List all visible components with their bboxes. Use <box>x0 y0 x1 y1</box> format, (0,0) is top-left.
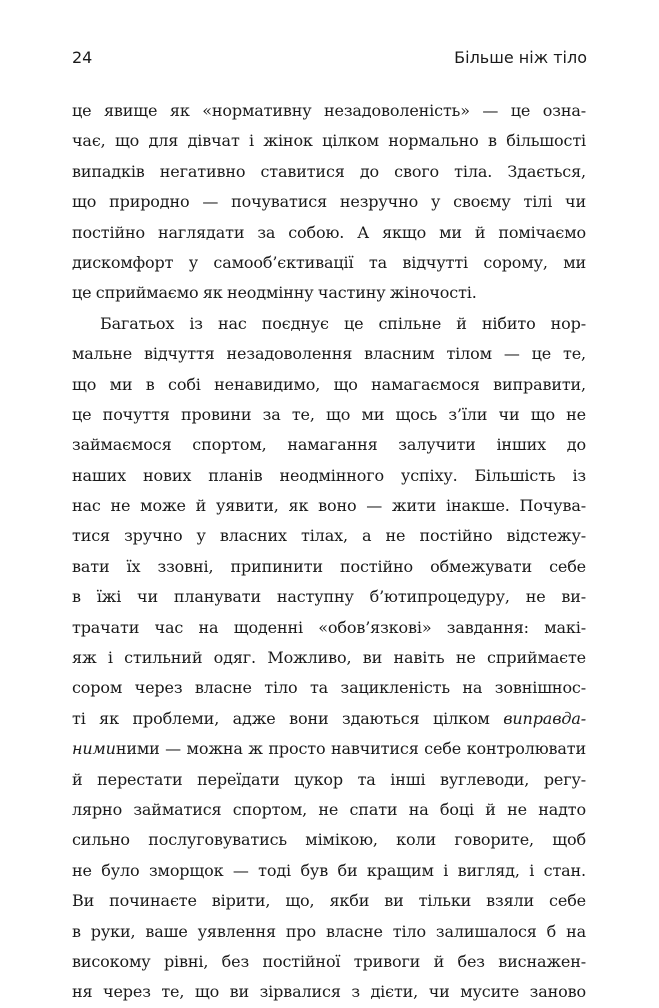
text-line-with-italic <box>72 734 586 764</box>
text-line: що природно — почуватися незручно у своєму тілі чи <box>72 192 586 212</box>
text-line: випадків негативно ставитися до свого тіла. Здається, <box>72 161 586 181</box>
text-line: нас не може й уявити, як воно — жити інакше. Почува- <box>72 496 586 516</box>
text-line: не було зморщок — тоді був би кращим і вигляд, і стан. <box>72 860 586 880</box>
running-title: Більше ніж тіло <box>454 48 587 67</box>
italic-word-end: ними <box>72 739 116 759</box>
text-line: в їжі чи планувати наступну б’ютипроцедуру, не ви- <box>72 587 586 607</box>
text-line-with-italic <box>72 704 586 734</box>
page-header <box>72 48 587 76</box>
text-line: Багатьох із нас поєднує це спільне й нібито нор- <box>100 313 586 333</box>
italic-word-start: виправда- <box>503 708 586 728</box>
text-line: високому рівні, без постійної тривоги й без виснажен- <box>72 951 586 971</box>
text-line: тися зручно у власних тілах, а не постійно відстежу- <box>72 526 586 546</box>
text-line: вати їх ззовні, припинити постійно обмежувати себе <box>72 556 586 576</box>
page-number: 24 <box>72 48 93 67</box>
text-line: займаємося спортом, намагання залучити інших до <box>72 435 586 455</box>
text-line: сильно послуговуватись мімікою, коли говорите, щоб <box>72 830 586 850</box>
body-text <box>72 96 586 1008</box>
text-segment: ті як проблеми, адже вони здаються цілком <box>72 708 504 728</box>
text-line: ня через те, що ви зірвалися з дієти, чи мусите заново <box>72 982 586 1002</box>
text-line: мальне відчуття незадоволення власним тілом — це те, <box>72 344 586 364</box>
text-line: яж і стильний одяг. Можливо, ви навіть не сприймаєте <box>72 648 586 668</box>
text-segment: ними — можна ж просто навчитися себе контролювати <box>115 739 586 759</box>
text-line: дискомфорт у самооб’єктивації та відчутті сорому, ми <box>72 252 586 272</box>
text-line: в руки, ваше уявлення про власне тіло залишалося б на <box>72 921 586 941</box>
text-line: трачати час на щоденні «обов’язкові» завдання: макі- <box>72 617 586 637</box>
text-line: постійно наглядати за собою. А якщо ми й помічаємо <box>72 222 586 242</box>
text-line: Ви починаєте вірити, що, якби ви тільки взяли себе <box>72 891 586 911</box>
text-line: й перестати переїдати цукор та інші вуглеводи, регу- <box>72 769 586 789</box>
text-line: що ми в собі ненавидимо, що намагаємося виправити, <box>72 374 586 394</box>
text-line: чає, що для дівчат і жінок цілком нормально в більшості <box>72 131 586 151</box>
text-line: це почуття провини за те, що ми щось з’їли чи що не <box>72 404 586 424</box>
text-line: сором через власне тіло та зацикленість на зовнішнос- <box>72 678 586 698</box>
text-line: це явище як «нормативну незадоволеність» — це озна- <box>72 101 586 120</box>
text-line: лярно займатися спортом, не спати на боці й не надто <box>72 799 586 819</box>
text-line: наших нових планів неодмінного успіху. Більшість із <box>72 465 586 485</box>
text-line: це сприймаємо як неодмінну частину жіночості. <box>72 283 477 303</box>
